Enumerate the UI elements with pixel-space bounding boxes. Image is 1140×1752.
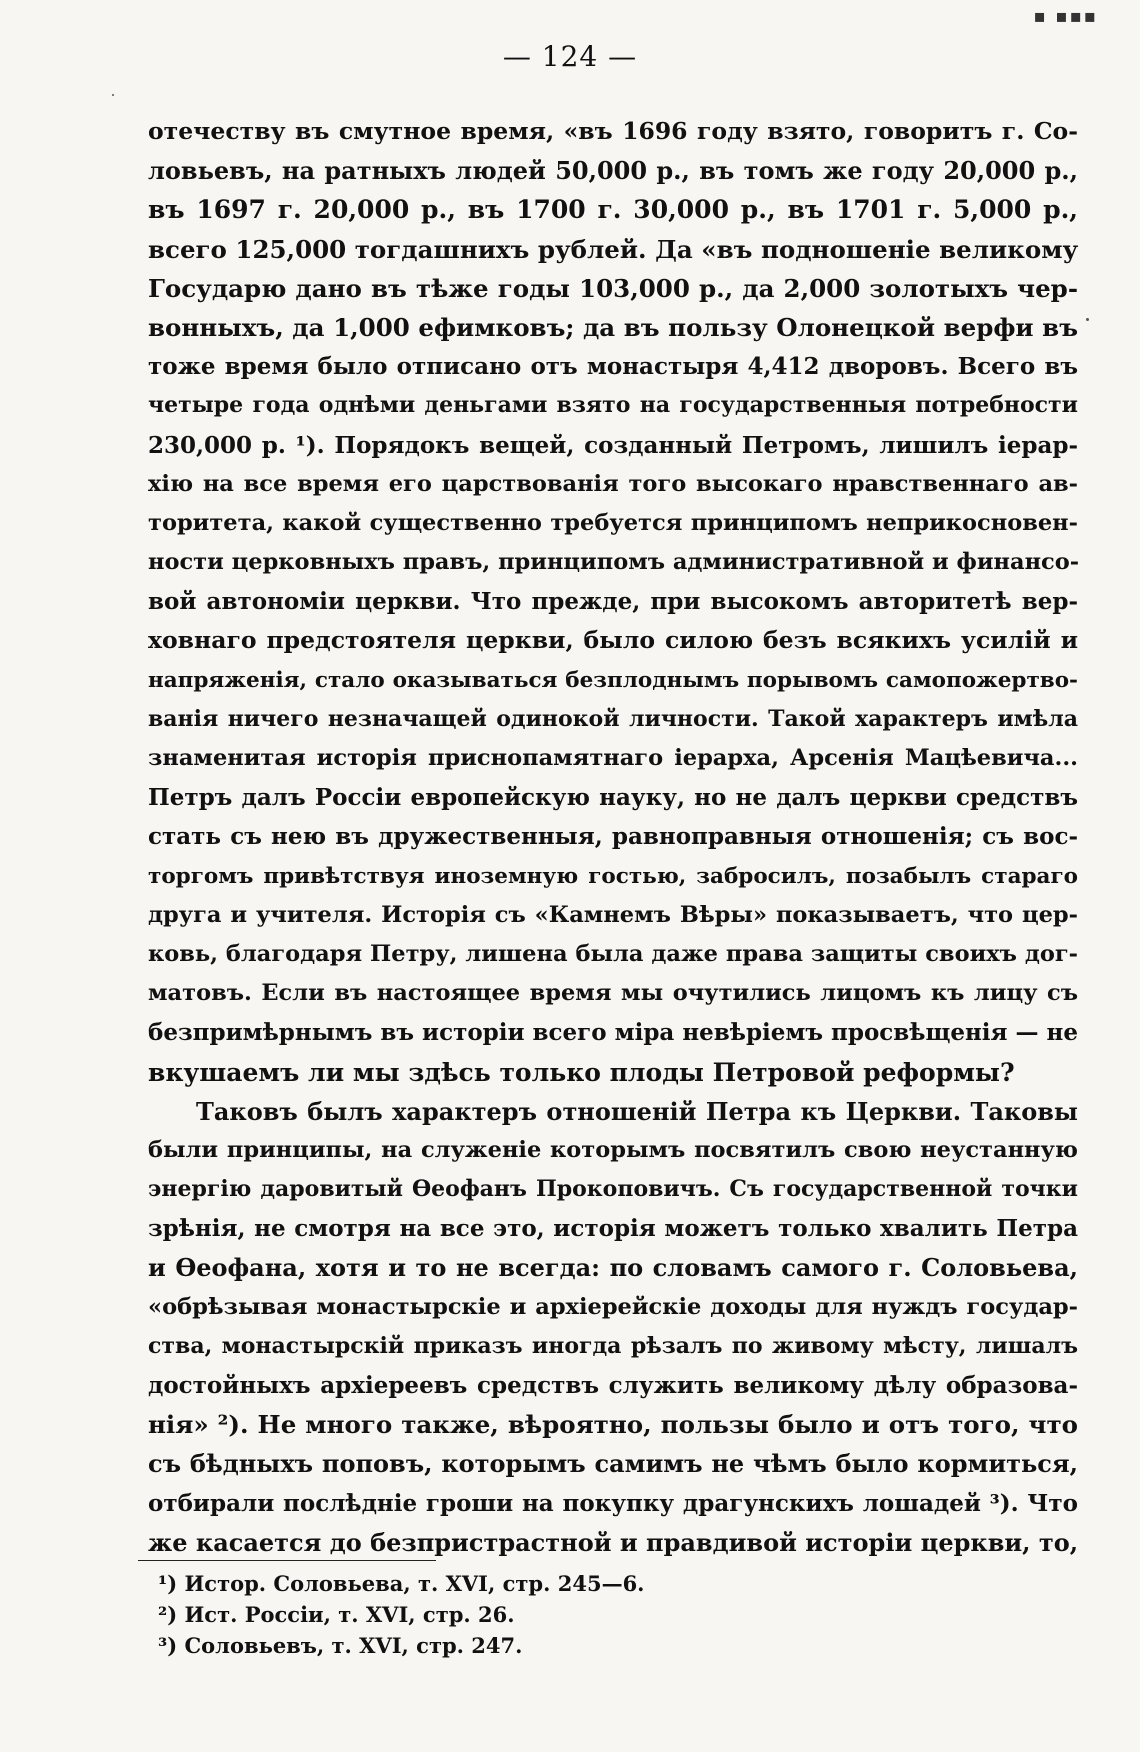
text-line: отбирали послѣдніе гроши на покупку драгунскихъ лошадей ³). Что [148, 1489, 1078, 1517]
text-line: «обрѣзывая монастырскіе и архіерейскіе доходы для нуждъ государ- [148, 1293, 1078, 1320]
text-line: матовъ. Если въ настоящее время мы очутились лицомъ къ лицу съ [148, 980, 1078, 1007]
text-line: напряженія, стало оказываться безплоднымъ порывомъ самопожертво- [148, 667, 1078, 693]
text-line: стать съ нею въ дружественныя, равноправныя отношенія; съ вос- [148, 823, 1078, 851]
footnotes [158, 1568, 858, 1661]
text-line: Государю дано въ тѣже годы 103,000 р., да 2,000 золотыхъ чер- [148, 273, 1078, 303]
text-line: ванія ничего незначащей одинокой личности. Такой характеръ имѣла [148, 705, 1078, 732]
text-line: ности церковныхъ правъ, принципомъ административной и финансо- [148, 549, 1080, 576]
footnote: ¹) Истор. Соловьева, т. XVI, стр. 245—6. [158, 1571, 645, 1596]
text-line: въ 1697 г. 20,000 р., въ 1700 г. 30,000 р., въ 1701 г. 5,000 р., [148, 195, 1078, 225]
text-line: и Ѳеофана, хотя и то не всегда: по словамъ самого г. Соловьева, [148, 1253, 1078, 1283]
corner-print-mark: ▪ ▪▪▪ [1033, 6, 1098, 27]
text-line: нія» ²). Не много также, вѣроятно, пользы было и отъ того, что [148, 1410, 1078, 1440]
text-line: ства, монастырскій приказъ иногда рѣзалъ по живому мѣсту, лишалъ [148, 1332, 1078, 1359]
page-number: — 124 — [502, 40, 638, 73]
text-line: съ бѣдныхъ поповъ, которымъ самимъ не чѣмъ было кормиться, [148, 1449, 1078, 1479]
text-line: вонныхъ, да 1,000 ефимковъ; да въ пользу Олонецкой верфи въ [148, 312, 1078, 342]
text-line: всего 125,000 тогдашнихъ рублей. Да «въ подношеніе великому [148, 234, 1079, 264]
text-line: энергію даровитый Ѳеофанъ Прокоповичъ. Съ государственной точки [148, 1176, 1078, 1203]
footnote: ³) Соловьевъ, т. XVI, стр. 247. [158, 1633, 523, 1658]
text-line: ловьевъ, на ратныхъ людей 50,000 р., въ томъ же году 20,000 р., [148, 156, 1078, 186]
text-line: Таковъ былъ характеръ отношеній Петра къ Церкви. Таковы [196, 1096, 1078, 1126]
text-line: ховнаго предстоятеля церкви, было силою безъ всякихъ усилій и [148, 626, 1078, 655]
text-line: Петръ далъ Россіи европейскую науку, но не далъ церкви средствъ [148, 784, 1078, 812]
text-line: ковь, благодаря Петру, лишена была даже права защиты своихъ дог- [148, 940, 1078, 967]
text-line: отечеству въ смутное время, «въ 1696 году взято, говоритъ г. Со- [148, 117, 1078, 145]
body-text [148, 112, 1078, 1562]
footnote: ²) Ист. Россіи, т. XVI, стр. 26. [158, 1602, 515, 1627]
text-line: хію на все время его царствованія того высокаго нравственнаго ав- [148, 470, 1078, 497]
text-line: вкушаемъ ли мы здѣсь только плоды Петровой реформы? [148, 1057, 1015, 1087]
text-line: тоже время было отписано отъ монастыря 4,412 дворовъ. Всего въ [148, 353, 1078, 381]
text-line: же касается до безпристрастной и правдивой исторіи церкви, то, [148, 1527, 1079, 1557]
text-line: достойныхъ архіереевъ средствъ служить великому дѣлу образова- [148, 1372, 1078, 1399]
text-line: 230,000 р. ¹). Порядокъ вещей, созданный Петромъ, лишилъ іерар- [148, 431, 1078, 459]
text-line: друга и учителя. Исторія съ «Камнемъ Вѣры» показываетъ, что цер- [148, 901, 1078, 928]
text-line: торитета, какой существенно требуется принципомъ неприкосновен- [148, 509, 1078, 536]
text-line: знаменитая исторія приснопамятнаго іерарха, Арсенія Мацѣевича... [148, 745, 1078, 771]
text-line: вой автономіи церкви. Что прежде, при высокомъ авторитетѣ вер- [148, 588, 1078, 616]
text-line: торгомъ привѣтствуя иноземную гостью, забросилъ, позабылъ стараго [148, 863, 1078, 889]
text-line: зрѣнія, не смотря на все это, исторія можетъ только хвалить Петра [148, 1215, 1078, 1243]
text-line: были принципы, на служеніе которымъ посвятилъ свою неустанную [148, 1136, 1078, 1163]
scan-speck [112, 94, 114, 96]
footnote-divider [138, 1560, 436, 1561]
scan-speck [1086, 318, 1089, 321]
text-line: безпримѣрнымъ въ исторіи всего міра невѣріемъ просвѣщенія — не [148, 1019, 1079, 1047]
text-line: четыре года однѣми деньгами взято на государственныя потребности [148, 392, 1078, 419]
